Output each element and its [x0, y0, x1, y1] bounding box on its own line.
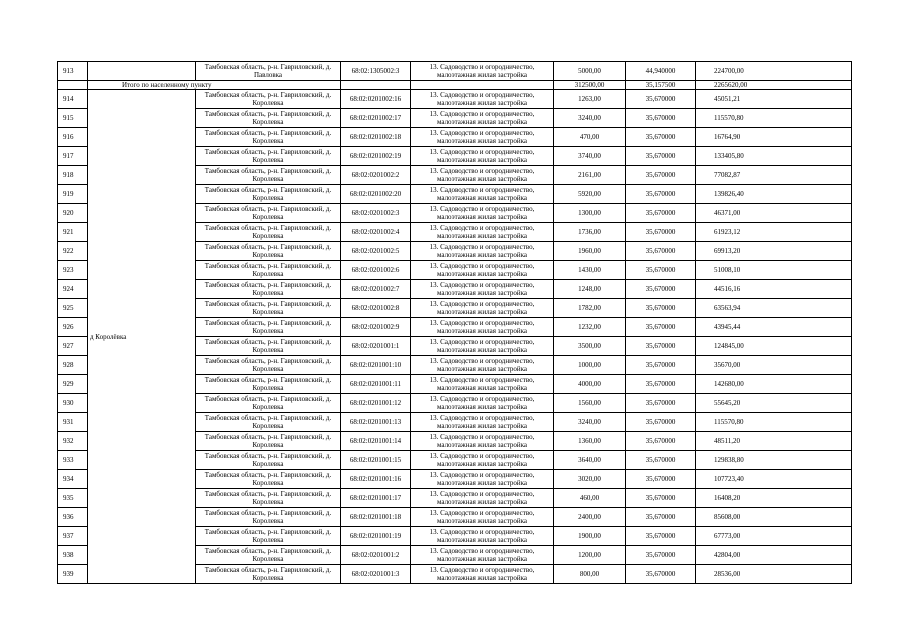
area-cell: 2161,00 [554, 166, 626, 185]
address-cell: Тамбовская область, р-н. Гавриловский, д. Королевка [196, 413, 341, 432]
rate-cell: 35,670000 [626, 242, 696, 261]
address-cell: Тамбовская область, р-н. Гавриловский, д. Королевка [196, 128, 341, 147]
rate-cell: 35,670000 [626, 394, 696, 413]
land-use-cell: 13. Садоводство и огородничество, малоэтажная жилая застройка [411, 565, 554, 584]
address-cell: Тамбовская область, р-н. Гавриловский, д. Королевка [196, 166, 341, 185]
cadastral-number-cell: 68:02:0201002:20 [341, 185, 411, 204]
cadastral-number-cell: 68:02:0201002:2 [341, 166, 411, 185]
land-use-cell: 13. Садоводство и огородничество, малоэтажная жилая застройка [411, 147, 554, 166]
row-number: 929 [58, 375, 88, 394]
row-number: 938 [58, 546, 88, 565]
address-cell: Тамбовская область, р-н. Гавриловский, д. Королевка [196, 375, 341, 394]
value-cell: 224700,00 [696, 62, 852, 81]
row-number: 921 [58, 223, 88, 242]
land-use-cell: 13. Садоводство и огородничество, малоэтажная жилая застройка [411, 527, 554, 546]
area-cell: 1360,00 [554, 432, 626, 451]
value-cell: 133405,80 [696, 147, 852, 166]
cadastral-number-cell: 68:02:0201002:9 [341, 318, 411, 337]
cadastral-number-cell: 68:02:0201002:8 [341, 299, 411, 318]
row-number: 915 [58, 109, 88, 128]
subtotal-number-cell [58, 81, 88, 90]
cadastral-number-cell: 68:02:0201001:11 [341, 375, 411, 394]
row-number: 918 [58, 166, 88, 185]
cadastral-number-cell: 68:02:0201002:5 [341, 242, 411, 261]
land-use-cell: 13. Садоводство и огородничество, малоэтажная жилая застройка [411, 128, 554, 147]
land-use-cell: 13. Садоводство и огородничество, малоэтажная жилая застройка [411, 356, 554, 375]
value-cell: 16764,90 [696, 128, 852, 147]
address-cell: Тамбовская область, р-н. Гавриловский, д. Королевка [196, 527, 341, 546]
land-use-cell: 13. Садоводство и огородничество, малоэтажная жилая застройка [411, 451, 554, 470]
value-cell: 55645,20 [696, 394, 852, 413]
cadastral-number-cell: 68:02:0201002:19 [341, 147, 411, 166]
cadastral-number-cell: 68:02:0201001:13 [341, 413, 411, 432]
land-use-cell: 13. Садоводство и огородничество, малоэтажная жилая застройка [411, 109, 554, 128]
area-cell: 3240,00 [554, 413, 626, 432]
value-cell: 107723,40 [696, 470, 852, 489]
area-cell: 1263,00 [554, 90, 626, 109]
address-cell: Тамбовская область, р-н. Гавриловский, д. Королевка [196, 223, 341, 242]
area-cell: 1248,00 [554, 280, 626, 299]
row-number: 928 [58, 356, 88, 375]
subtotal-cadastral-cell [341, 81, 411, 90]
land-use-cell: 13. Садоводство и огородничество, малоэтажная жилая застройка [411, 223, 554, 242]
area-cell: 470,00 [554, 128, 626, 147]
cadastral-number-cell: 68:02:0201001:2 [341, 546, 411, 565]
address-cell: Тамбовская область, р-н. Гавриловский, д. Королевка [196, 470, 341, 489]
address-cell: Тамбовская область, р-н. Гавриловский, д. Королевка [196, 337, 341, 356]
rate-cell: 35,670000 [626, 280, 696, 299]
value-cell: 61923,12 [696, 223, 852, 242]
row-number: 913 [58, 62, 88, 81]
address-cell: Тамбовская область, р-н. Гавриловский, д. Королевка [196, 318, 341, 337]
land-use-cell: 13. Садоводство и огородничество, малоэтажная жилая застройка [411, 90, 554, 109]
land-use-cell: 13. Садоводство и огородничество, малоэтажная жилая застройка [411, 299, 554, 318]
value-cell: 28536,00 [696, 565, 852, 584]
land-use-cell: 13. Садоводство и огородничество, малоэтажная жилая застройка [411, 242, 554, 261]
land-use-cell: 13. Садоводство и огородничество, малоэтажная жилая застройка [411, 166, 554, 185]
row-number: 924 [58, 280, 88, 299]
address-cell: Тамбовская область, р-н. Гавриловский, д. Королевка [196, 394, 341, 413]
land-use-cell: 13. Садоводство и огородничество, малоэтажная жилая застройка [411, 337, 554, 356]
rate-cell: 35,670000 [626, 204, 696, 223]
cadastral-number-cell: 68:02:0201002:17 [341, 109, 411, 128]
rate-cell: 35,670000 [626, 147, 696, 166]
land-use-cell: 13. Садоводство и огородничество, малоэтажная жилая застройка [411, 508, 554, 527]
value-cell: 139826,40 [696, 185, 852, 204]
address-cell: Тамбовская область, р-н. Гавриловский, д. Королевка [196, 432, 341, 451]
address-cell: Тамбовская область, р-н. Гавриловский, д. Королевка [196, 451, 341, 470]
subtotal-label: Итого по населенному пункту [88, 81, 341, 90]
cadastral-number-cell: 68:02:0201001:1 [341, 337, 411, 356]
address-cell: Тамбовская область, р-н. Гавриловский, д. Королевка [196, 109, 341, 128]
address-cell: Тамбовская область, р-н. Гавриловский, д. Королевка [196, 508, 341, 527]
rate-cell: 35,670000 [626, 432, 696, 451]
row-number: 930 [58, 394, 88, 413]
row-number: 916 [58, 128, 88, 147]
area-cell: 5000,00 [554, 62, 626, 81]
area-cell: 460,00 [554, 489, 626, 508]
area-cell: 1736,00 [554, 223, 626, 242]
value-cell: 85608,00 [696, 508, 852, 527]
value-cell: 35670,00 [696, 356, 852, 375]
area-cell: 1000,00 [554, 356, 626, 375]
value-cell: 46371,00 [696, 204, 852, 223]
area-cell: 3740,00 [554, 147, 626, 166]
rate-cell: 35,670000 [626, 375, 696, 394]
value-cell: 63563,94 [696, 299, 852, 318]
subtotal-value: 2265620,00 [696, 81, 852, 90]
value-cell: 69913,20 [696, 242, 852, 261]
address-cell: Тамбовская область, р-н. Гавриловский, д. Королевка [196, 565, 341, 584]
value-cell: 48511,20 [696, 432, 852, 451]
address-cell: Тамбовская область, р-н. Гавриловский, д. Королевка [196, 147, 341, 166]
land-use-cell: 13. Садоводство и огородничество, малоэтажная жилая застройка [411, 261, 554, 280]
land-use-cell: 13. Садоводство и огородничество, малоэтажная жилая застройка [411, 62, 554, 81]
rate-cell: 35,670000 [626, 337, 696, 356]
rate-cell: 35,670000 [626, 489, 696, 508]
cadastral-number-cell: 68:02:0201001:15 [341, 451, 411, 470]
cadastral-number-cell: 68:02:0201001:18 [341, 508, 411, 527]
rate-cell: 35,670000 [626, 185, 696, 204]
address-cell: Тамбовская область, р-н. Гавриловский, д. Королевка [196, 299, 341, 318]
row-number: 925 [58, 299, 88, 318]
value-cell: 43945,44 [696, 318, 852, 337]
value-cell: 45051,21 [696, 90, 852, 109]
cadastral-number-cell: 68:02:0201001:17 [341, 489, 411, 508]
row-number: 919 [58, 185, 88, 204]
value-cell: 142680,00 [696, 375, 852, 394]
rate-cell: 35,670000 [626, 109, 696, 128]
row-number: 932 [58, 432, 88, 451]
cadastral-number-cell: 68:02:0201001:3 [341, 565, 411, 584]
cadastral-number-cell: 68:02:0201002:7 [341, 280, 411, 299]
address-cell: Тамбовская область, р-н. Гавриловский, д. Королевка [196, 261, 341, 280]
address-cell: Тамбовская область, р-н. Гавриловский, д. Королевка [196, 356, 341, 375]
cadastral-number-cell: 68:02:0201001:16 [341, 470, 411, 489]
address-cell: Тамбовская область, р-н. Гавриловский, д. Королевка [196, 489, 341, 508]
row-number: 922 [58, 242, 88, 261]
row-number: 917 [58, 147, 88, 166]
row-number: 933 [58, 451, 88, 470]
area-cell: 1300,00 [554, 204, 626, 223]
land-use-cell: 13. Садоводство и огородничество, малоэтажная жилая застройка [411, 413, 554, 432]
row-number: 923 [58, 261, 88, 280]
area-cell: 1960,00 [554, 242, 626, 261]
rate-cell: 35,670000 [626, 527, 696, 546]
table-row [58, 62, 852, 81]
row-number: 939 [58, 565, 88, 584]
value-cell: 129838,80 [696, 451, 852, 470]
address-cell: Тамбовская область, р-н. Гавриловский, д. Королевка [196, 90, 341, 109]
cadastral-number-cell: 68:02:0201002:6 [341, 261, 411, 280]
area-cell: 1200,00 [554, 546, 626, 565]
value-cell: 67773,00 [696, 527, 852, 546]
row-number: 934 [58, 470, 88, 489]
rate-cell: 35,670000 [626, 90, 696, 109]
rate-cell: 35,670000 [626, 318, 696, 337]
cadastral-number-cell: 68:02:0201002:16 [341, 90, 411, 109]
address-cell: Тамбовская область, р-н. Гавриловский, д. Королевка [196, 185, 341, 204]
area-cell: 3020,00 [554, 470, 626, 489]
rate-cell: 35,670000 [626, 299, 696, 318]
row-number: 935 [58, 489, 88, 508]
table-row [58, 90, 852, 109]
area-cell: 3500,00 [554, 337, 626, 356]
address-cell: Тамбовская область, р-н. Гавриловский, д. Королевка [196, 204, 341, 223]
row-number: 936 [58, 508, 88, 527]
rate-cell: 35,670000 [626, 356, 696, 375]
land-use-cell: 13. Садоводство и огородничество, малоэтажная жилая застройка [411, 185, 554, 204]
rate-cell: 35,670000 [626, 223, 696, 242]
area-cell: 2400,00 [554, 508, 626, 527]
rate-cell: 35,670000 [626, 508, 696, 527]
value-cell: 16408,20 [696, 489, 852, 508]
area-cell: 800,00 [554, 565, 626, 584]
value-cell: 115570,80 [696, 109, 852, 128]
land-use-cell: 13. Садоводство и огородничество, малоэтажная жилая застройка [411, 546, 554, 565]
land-use-cell: 13. Садоводство и огородничество, малоэтажная жилая застройка [411, 394, 554, 413]
row-number: 914 [58, 90, 88, 109]
rate-cell: 35,670000 [626, 413, 696, 432]
cadastral-value-table [57, 61, 852, 584]
land-use-cell: 13. Садоводство и огородничество, малоэтажная жилая застройка [411, 470, 554, 489]
row-number: 937 [58, 527, 88, 546]
area-cell: 1560,00 [554, 394, 626, 413]
rate-cell: 35,670000 [626, 128, 696, 147]
area-cell: 1232,00 [554, 318, 626, 337]
row-number: 920 [58, 204, 88, 223]
area-cell: 4000,00 [554, 375, 626, 394]
rate-cell: 35,670000 [626, 166, 696, 185]
land-use-cell: 13. Садоводство и огородничество, малоэтажная жилая застройка [411, 375, 554, 394]
address-cell: Тамбовская область, р-н. Гавриловский, д. Королевка [196, 280, 341, 299]
value-cell: 77082,87 [696, 166, 852, 185]
row-number: 926 [58, 318, 88, 337]
locality-cell [88, 62, 196, 81]
rate-cell: 44,940000 [626, 62, 696, 81]
address-cell: Тамбовская область, р-н. Гавриловский, д. Королевка [196, 242, 341, 261]
rate-cell: 35,670000 [626, 565, 696, 584]
row-number: 931 [58, 413, 88, 432]
cadastral-number-cell: 68:02:0201002:3 [341, 204, 411, 223]
address-cell: Тамбовская область, р-н. Гавриловский, д. Павловка [196, 62, 341, 81]
subtotal-row [58, 81, 852, 90]
address-cell: Тамбовская область, р-н. Гавриловский, д. Королевка [196, 546, 341, 565]
value-cell: 44516,16 [696, 280, 852, 299]
area-cell: 3240,00 [554, 109, 626, 128]
cadastral-number-cell: 68:02:0201002:18 [341, 128, 411, 147]
value-cell: 51008,10 [696, 261, 852, 280]
rate-cell: 35,670000 [626, 470, 696, 489]
rate-cell: 35,670000 [626, 546, 696, 565]
area-cell: 3640,00 [554, 451, 626, 470]
rate-cell: 35,670000 [626, 261, 696, 280]
rate-cell: 35,670000 [626, 451, 696, 470]
area-cell: 1430,00 [554, 261, 626, 280]
row-number: 927 [58, 337, 88, 356]
area-cell: 5920,00 [554, 185, 626, 204]
cadastral-number-cell: 68:02:0201001:19 [341, 527, 411, 546]
land-use-cell: 13. Садоводство и огородничество, малоэтажная жилая застройка [411, 489, 554, 508]
land-use-cell: 13. Садоводство и огородничество, малоэтажная жилая застройка [411, 432, 554, 451]
cadastral-number-cell: 68:02:0201001:14 [341, 432, 411, 451]
land-use-cell: 13. Садоводство и огородничество, малоэтажная жилая застройка [411, 280, 554, 299]
value-cell: 124845,00 [696, 337, 852, 356]
cadastral-number-cell: 68:02:0201001:12 [341, 394, 411, 413]
subtotal-use-cell [411, 81, 554, 90]
cadastral-number-cell: 68:02:1305002:3 [341, 62, 411, 81]
area-cell: 1900,00 [554, 527, 626, 546]
value-cell: 42804,00 [696, 546, 852, 565]
land-use-cell: 13. Садоводство и огородничество, малоэтажная жилая застройка [411, 204, 554, 223]
cadastral-number-cell: 68:02:0201002:4 [341, 223, 411, 242]
cadastral-number-cell: 68:02:0201001:10 [341, 356, 411, 375]
subtotal-rate: 35,157500 [626, 81, 696, 90]
value-cell: 115570,80 [696, 413, 852, 432]
land-use-cell: 13. Садоводство и огородничество, малоэтажная жилая застройка [411, 318, 554, 337]
area-cell: 1782,00 [554, 299, 626, 318]
locality-label: д Королёвка [88, 90, 196, 584]
subtotal-area: 312500,00 [554, 81, 626, 90]
